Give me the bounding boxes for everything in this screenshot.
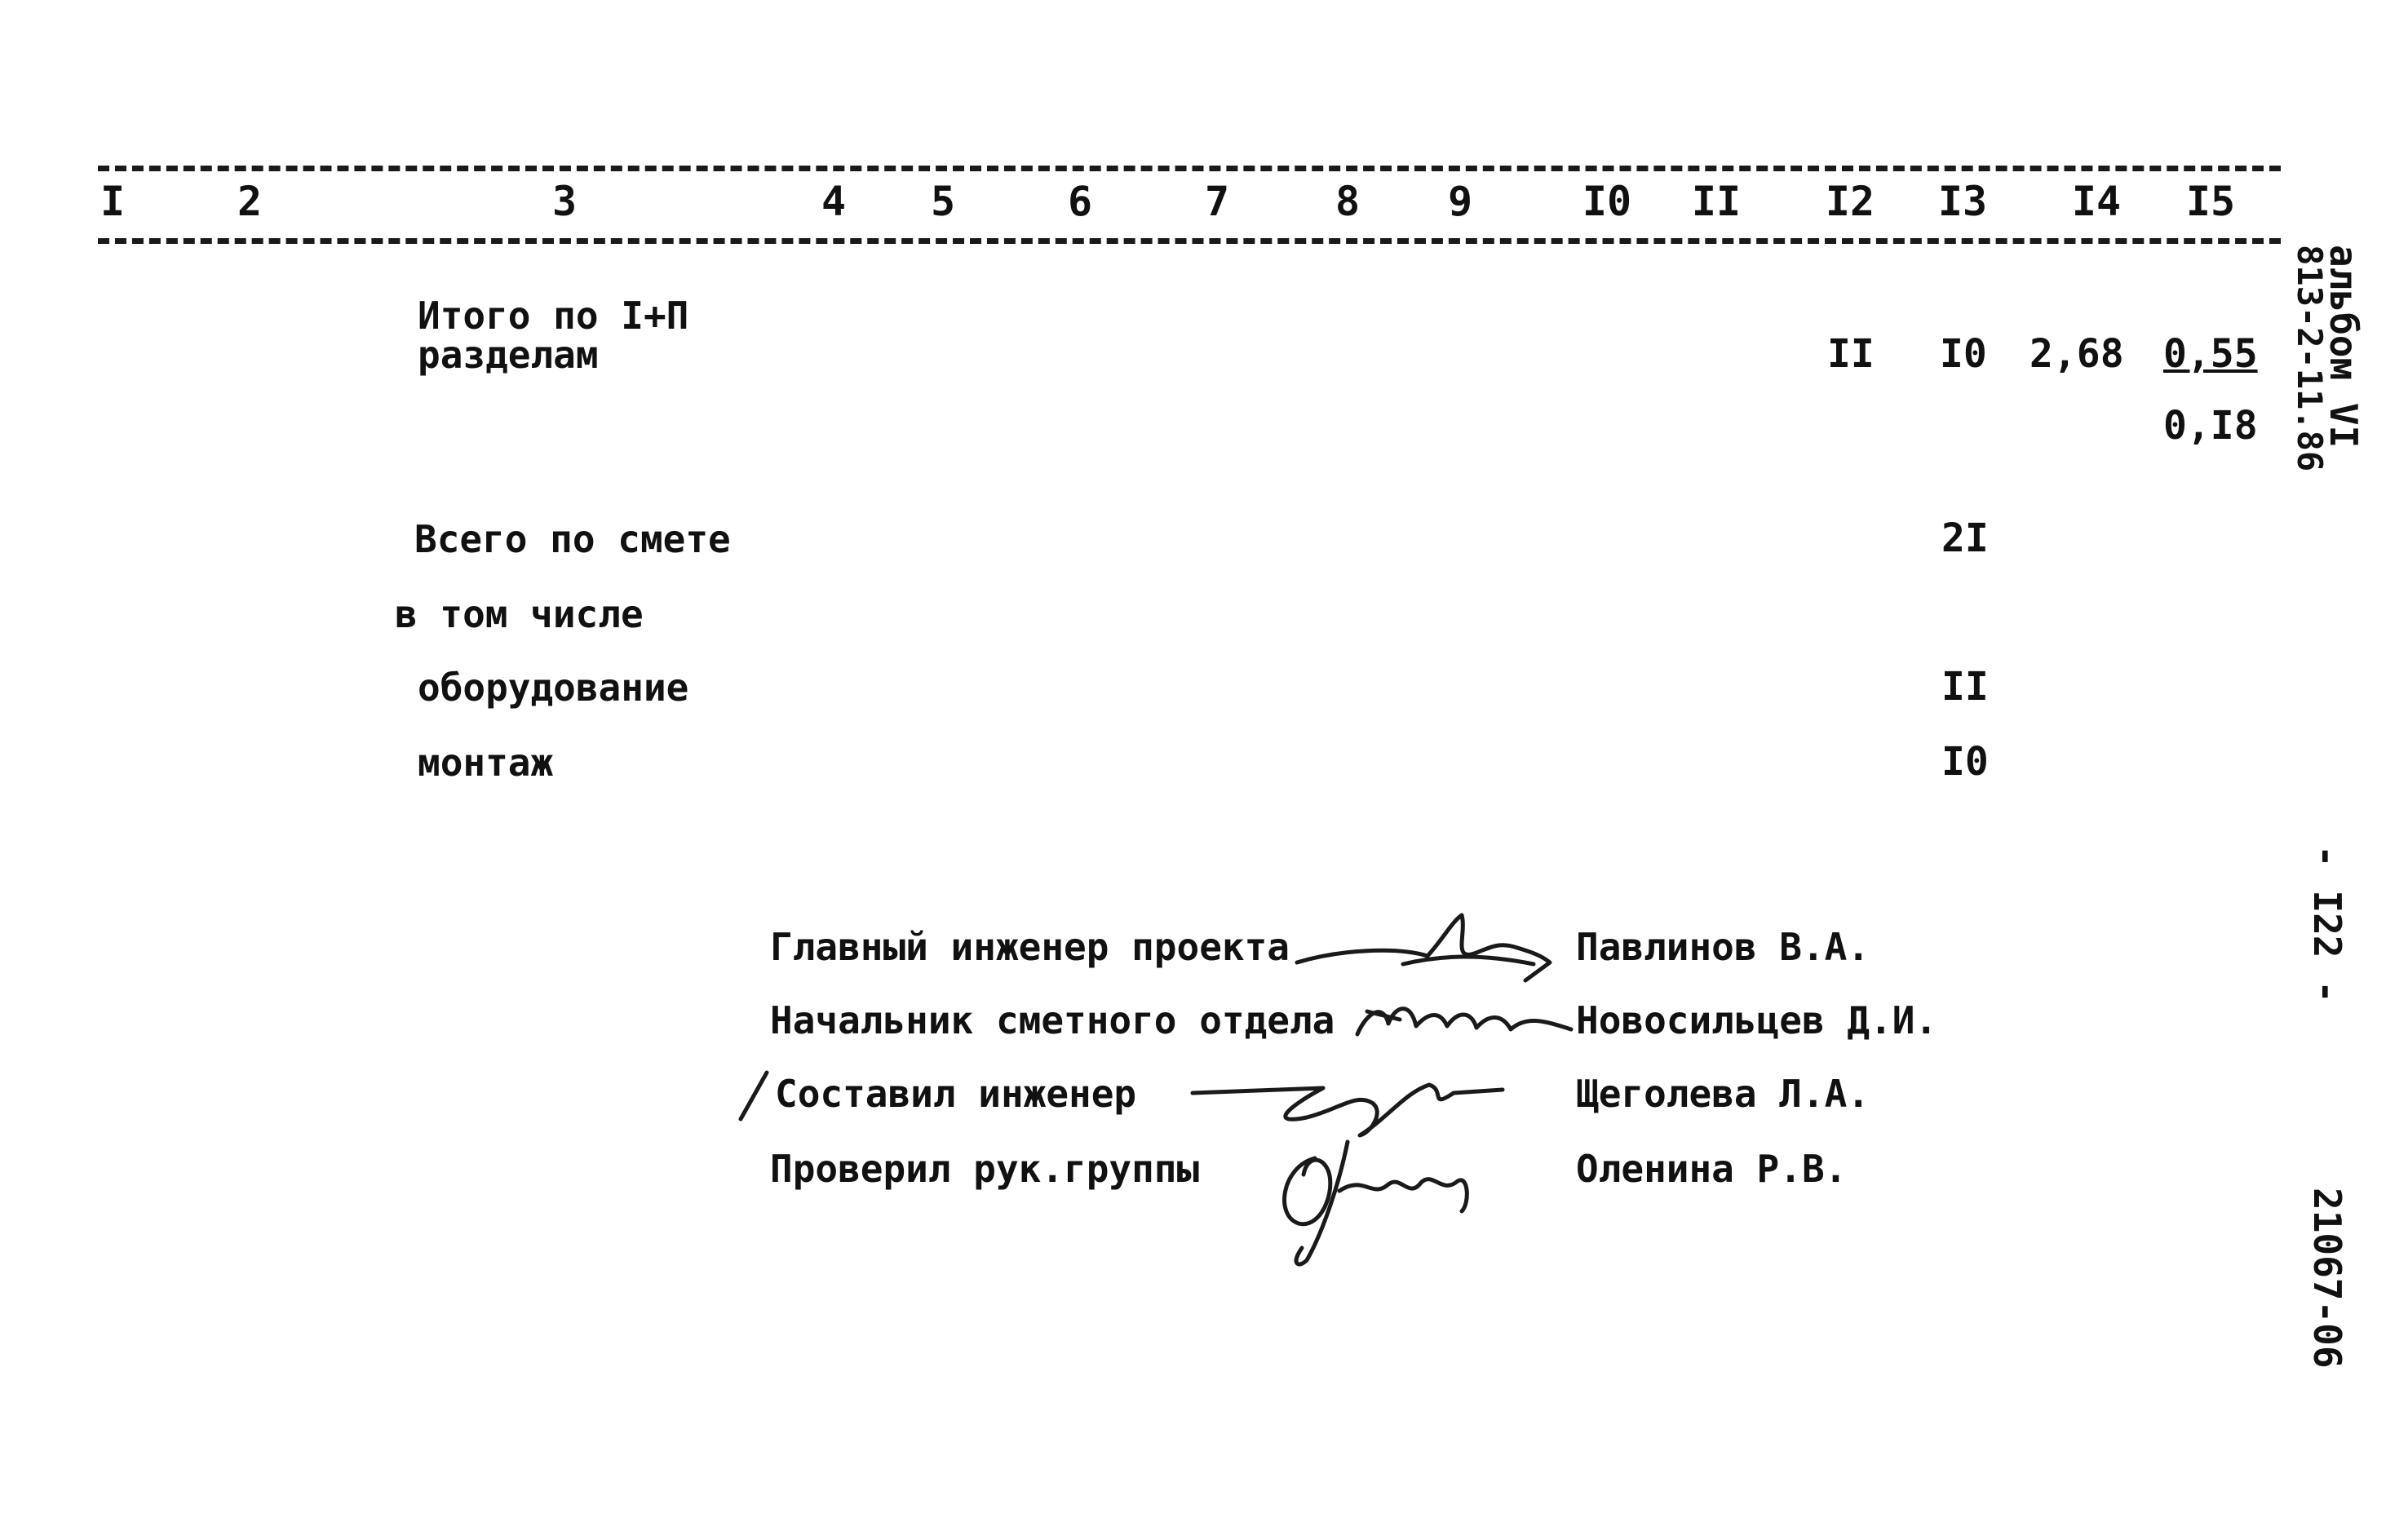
signature-name-estimate-head: Новосильцев Д.И.	[1576, 998, 1938, 1042]
subtotal-col15-value: 0,55	[2163, 331, 2258, 377]
handwritten-signature-1	[1289, 905, 1558, 987]
margin-album-code: 813-2-11.86	[2290, 245, 2330, 472]
subtotal-col12-value: II	[1827, 331, 1875, 377]
column-number-8: 8	[1335, 178, 1361, 225]
signature-role-checked-by: Проверил рук.группы	[770, 1147, 1200, 1191]
column-number-13: I3	[1937, 178, 1988, 225]
margin-page-number: - I22 -	[2305, 845, 2349, 1003]
installation-col13-value: I0	[1941, 739, 1989, 785]
column-number-14: I4	[2071, 178, 2122, 225]
handwritten-signature-4	[1266, 1126, 1511, 1272]
column-number-7: 7	[1204, 178, 1230, 225]
signature-name-compiled-by: Щеголева Л.А.	[1576, 1072, 1870, 1116]
signature-name-checked-by: Оленина Р.В.	[1576, 1147, 1848, 1191]
subtotal-col13-value: I0	[1940, 331, 1987, 377]
header-bottom-rule	[98, 238, 2281, 244]
subtotal-label-line1: Итого по I+П	[418, 294, 689, 338]
column-number-4: 4	[821, 178, 847, 225]
column-number-9: 9	[1447, 178, 1473, 225]
subtotal-label-line2: разделам	[418, 333, 599, 377]
subtotal-col15-secondary-value: 0,I8	[2163, 403, 2258, 449]
signature-role-estimate-head: Начальник сметного отдела	[770, 998, 1335, 1042]
slash-mark	[734, 1068, 775, 1126]
handwritten-signature-2	[1351, 987, 1579, 1052]
equipment-label: оборудование	[418, 666, 689, 710]
column-number-12: I2	[1825, 178, 1875, 225]
signature-role-chief-engineer: Главный инженер проекта	[770, 925, 1290, 969]
margin-album-label: альбом VI	[2322, 245, 2366, 449]
column-number-11: II	[1691, 178, 1742, 225]
signature-role-compiled-by: Составил инженер	[775, 1072, 1137, 1116]
installation-label: монтаж	[418, 741, 554, 785]
column-number-1: I	[100, 178, 126, 225]
total-label: Всего по смете	[414, 517, 731, 561]
total-col13-value: 2I	[1941, 515, 1989, 561]
margin-document-number: 21067-06	[2305, 1188, 2349, 1369]
including-label: в том числе	[395, 592, 644, 636]
column-number-15: I5	[2185, 178, 2236, 225]
column-number-2: 2	[237, 178, 263, 225]
column-number-3: 3	[551, 178, 578, 225]
column-number-6: 6	[1067, 178, 1093, 225]
column-number-10: I0	[1582, 178, 1632, 225]
column-number-5: 5	[930, 178, 956, 225]
header-top-rule	[98, 166, 2281, 171]
equipment-col13-value: II	[1941, 664, 1989, 710]
signature-name-chief-engineer: Павлинов В.А.	[1576, 925, 1870, 969]
subtotal-col14-value: 2,68	[2030, 331, 2124, 377]
